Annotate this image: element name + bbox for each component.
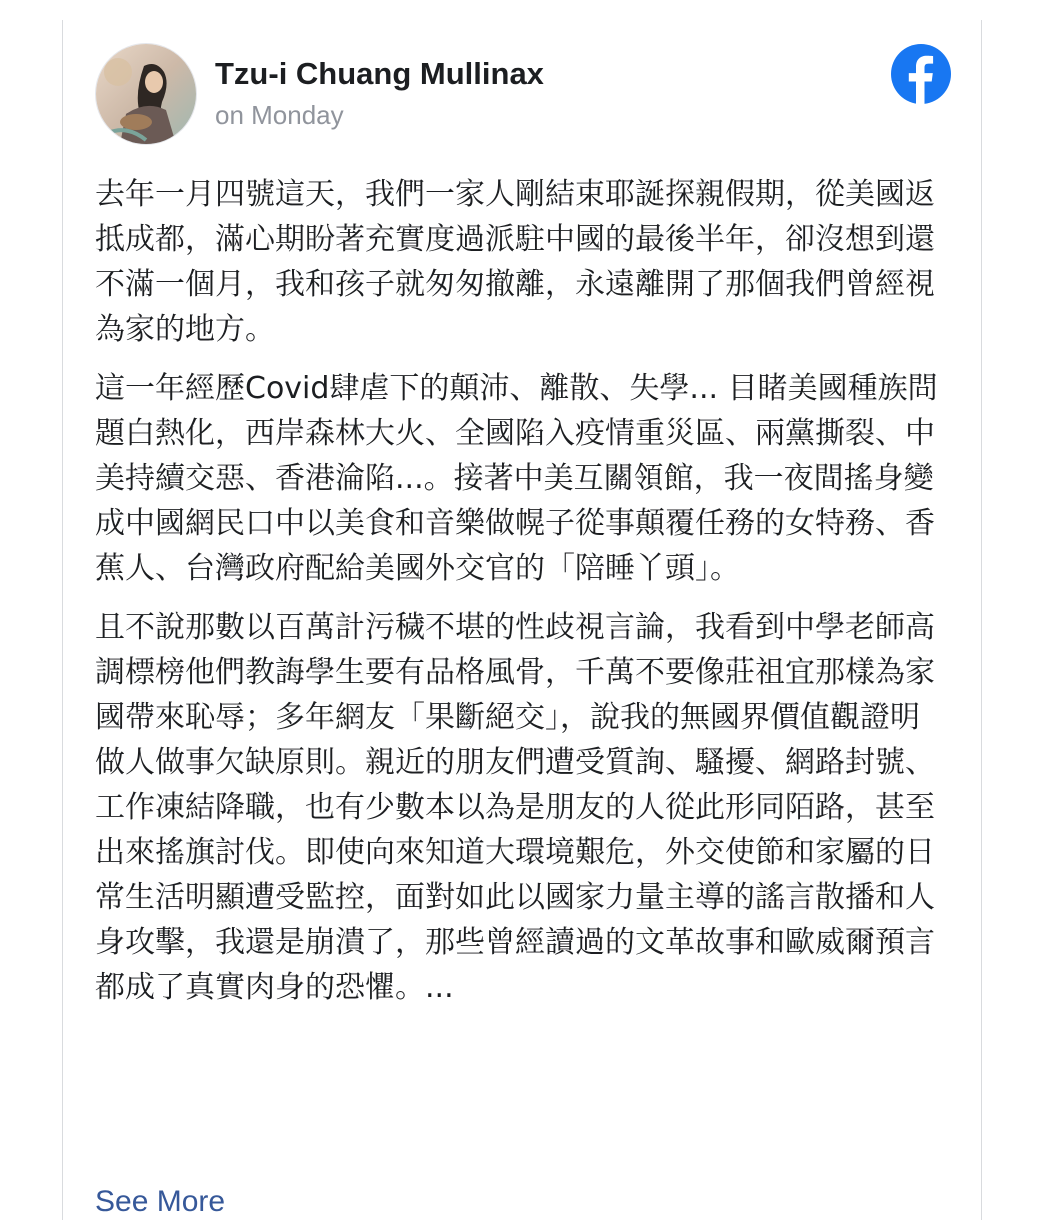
post-paragraph: 且不說那數以百萬計污穢不堪的性歧視言論，我看到中學老師高調標榜他們教誨學生要有品格風骨，千萬不要像莊祖宜那樣為家國帶來恥辱；多年網友「果斷絕交」，說我的無國界價值觀證明做人做事欠缺原則。親近的朋友們遭受質詢、騷擾、網路封號、工作凍結降職，也有少數本以為是朋友的人從此形同陌路，甚至出來搖旗討伐。即使向來知道大環境艱危，外交使節和家屬的日常生活明顯遭受監控，面對如此以國家力量主導的謠言散播和人身攻擊，我還是崩潰了，那些曾經讀過的文革故事和歐威爾預言都成了真實肉身的恐懼。... bbox=[95, 610, 935, 1005]
post-text bbox=[95, 172, 945, 1024]
post-timestamp[interactable]: on Monday bbox=[215, 100, 344, 130]
facebook-logo-icon[interactable] bbox=[891, 44, 951, 104]
post-paragraph: 這一年經歷Covid肆虐下的顛沛、離散、失學... 目睹美國種族問題白熱化，西岸森林大火、全國陷入疫情重災區、兩黨撕裂、中美持續交惡、香港淪陷...。接著中美互關領館，我一夜間搖身變成中國網民口中以美食和音樂做幌子從事顛覆任務的女特務、香蕉人、台灣政府配給美國外交官的「陪睡丫頭」。 bbox=[95, 371, 938, 586]
see-more-link[interactable]: See More bbox=[95, 1185, 226, 1218]
post-paragraph: 去年一月四號這天，我們一家人剛結束耶誕探親假期，從美國返抵成都，滿心期盼著充實度過派駐中國的最後半年，卻沒想到還不滿一個月，我和孩子就匆匆撤離，永遠離開了那個我們曾經視為家的地方。 bbox=[95, 177, 935, 347]
avatar-image bbox=[96, 44, 196, 144]
author-name[interactable]: Tzu-i Chuang Mullinax bbox=[215, 56, 544, 91]
post-card bbox=[62, 20, 982, 1220]
avatar[interactable] bbox=[95, 43, 197, 145]
